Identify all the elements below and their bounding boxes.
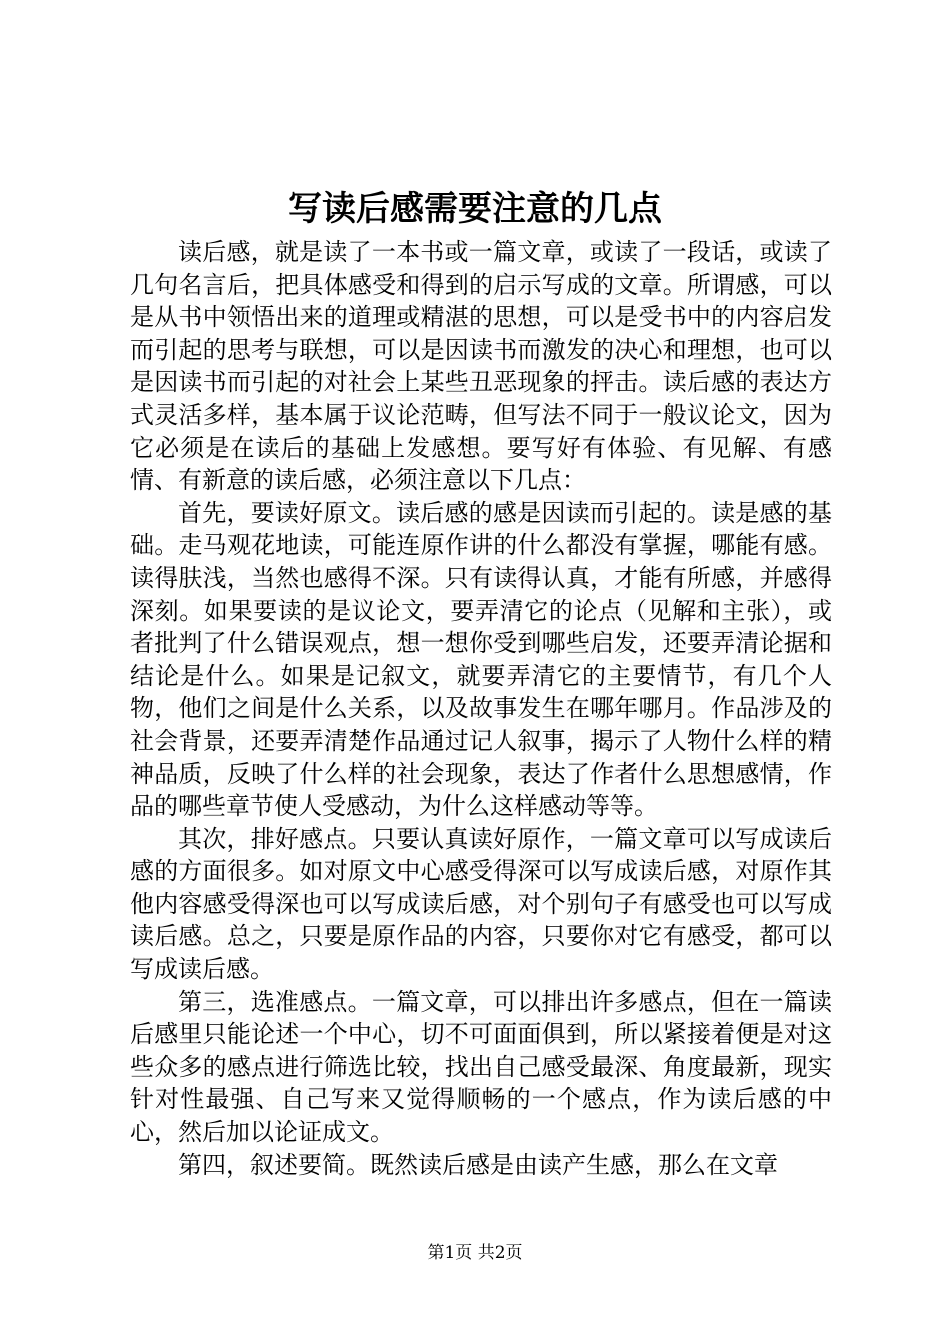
paragraph-second-point: 其次，排好感点。只要认真读好原作，一篇文章可以写成读后感的方面很多。如对原文中心感受得深可以写成读后感，对原作其他内容感受得深也可以写成读后感，对个别句子有感受也可以写成读后感。总之，只要是原作品的内容，只要你对它有感受，都可以写成读后感。	[130, 824, 832, 984]
document-title: 写读后感需要注意的几点	[288, 189, 662, 229]
paragraph-third-point: 第三，选准感点。一篇文章，可以排出许多感点，但在一篇读后感里只能论述一个中心，切不可面面俱到，所以紧接着便是对这些众多的感点进行筛选比较，找出自己感受最深、角度最新，现实针对性最强、自己写来又觉得顺畅的一个感点，作为读后感的中心，然后加以论证成文。	[130, 987, 832, 1147]
document-body	[130, 236, 832, 1181]
paragraph-fourth-point: 第四，叙述要简。既然读后感是由读产生感，那么在文章	[178, 1150, 778, 1179]
page-number-footer: 第1页 共2页	[427, 1243, 523, 1263]
paragraph-intro: 读后感，就是读了一本书或一篇文章，或读了一段话，或读了几句名言后，把具体感受和得到的启示写成的文章。所谓感，可以是从书中领悟出来的道理或精湛的思想，可以是受书中的内容启发而引起的思考与联想，可以是因读书而激发的决心和理想，也可以是因读书而引起的对社会上某些丑恶现象的抨击。读后感的表达方式灵活多样，基本属于议论范畴，但写法不同于一般议论文，因为它必须是在读后的基础上发感想。要写好有体验、有见解、有感情、有新意的读后感，必须注意以下几点：	[130, 238, 832, 495]
paragraph-first-point: 首先，要读好原文。读后感的感是因读而引起的。读是感的基础。走马观花地读，可能连原作讲的什么都没有掌握，哪能有感。读得肤浅，当然也感得不深。只有读得认真，才能有所感，并感得深刻。如果要读的是议论文，要弄清它的论点（见解和主张），或者批判了什么错误观点，想一想你受到哪些启发，还要弄清论据和结论是什么。如果是记叙文，就要弄清它的主要情节，有几个人物，他们之间是什么关系，以及故事发生在哪年哪月。作品涉及的社会背景，还要弄清楚作品通过记人叙事，揭示了人物什么样的精神品质，反映了什么样的社会现象，表达了作者什么思想感情，作品的哪些章节使人受感动，为什么这样感动等等。	[130, 498, 832, 821]
